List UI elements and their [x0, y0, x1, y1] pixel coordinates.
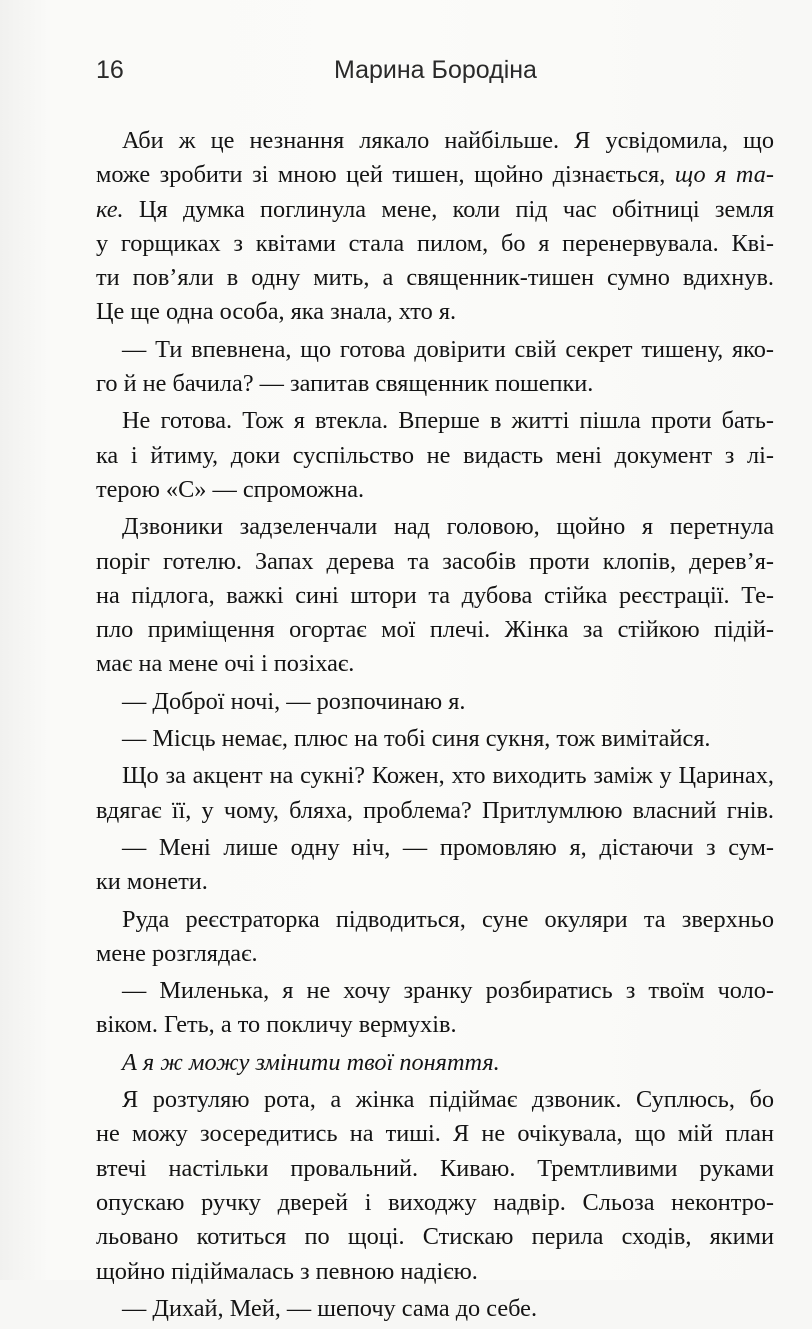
text-line: Дзвоники задзеленчали над головою, щойно я перетнула [122, 513, 774, 541]
text-line: ка і йтиму, доки суспільство не видасть мені документ з лі- [96, 441, 774, 469]
body-text [96, 124, 774, 1329]
text-line: льовано котиться по щоці. Стискаю перила сходів, якими [96, 1223, 774, 1251]
text-line: у горщиках з квітами стала пилом, бо я перенервувала. Кві- [96, 229, 774, 257]
text-line [96, 1046, 774, 1080]
text-line: пло приміщення огортає мої плечі. Жінка за стійкою підій- [96, 616, 774, 644]
text-line: Не готова. Тож я втекла. Вперше в житті пішла проти бать- [122, 407, 774, 435]
paragraph-10 [96, 974, 774, 1043]
paragraph-5 [96, 685, 774, 719]
italic-phrase: А я ж можу змінити твої поняття. [122, 1048, 500, 1076]
text-line: ке. Ця думка поглинула мене, коли під час обітниці земля [96, 195, 774, 223]
text-line: — Ти впевнена, що готова довірити свій секрет тишену, яко- [122, 335, 774, 363]
page-number: 16 [96, 56, 124, 84]
text-line: терою «С» — спроможна. [96, 475, 365, 503]
text-line: поріг готелю. Запах дерева та засобів проти клопів, дерев’я- [96, 547, 774, 575]
text-line: втечі настільки провальний. Киваю. Тремтливими руками [96, 1154, 774, 1182]
running-title-author: Марина Бородіна [334, 56, 537, 84]
italic-phrase: ке. [96, 195, 124, 223]
text-line: — Доброї ночі, — розпочинаю я. [122, 687, 466, 715]
text-line: ти пов’яли в одну мить, а священник-тишен сумно вдихнув. [96, 264, 774, 292]
paragraph-12 [96, 1083, 774, 1289]
paragraph-8 [96, 831, 774, 900]
paragraph-7 [96, 759, 774, 828]
text-line: має на мене очі і позіхає. [96, 650, 355, 678]
text-line: опускаю ручку дверей і виходжу надвір. Сльоза неконтро- [96, 1188, 774, 1216]
text-line: — Миленька, я не хочу зранку розбиратись з твоїм чоло- [122, 977, 774, 1005]
paragraph-4 [96, 510, 774, 681]
paragraph-13 [96, 1292, 774, 1326]
text-line: не можу зосередитись на тиші. Я не очікувала, що мій план [96, 1120, 774, 1148]
page-header [96, 56, 762, 96]
text-line: на підлога, важкі сині штори та дубова стійка реєстрації. Те- [96, 581, 774, 609]
text-line: щойно підіймалась з певною надією. [96, 1257, 478, 1285]
paragraph-6 [96, 722, 774, 756]
paragraph-2 [96, 333, 774, 402]
text-line: може зробити зі мною цей тишен, щойно дізнається, що я та- [96, 161, 774, 189]
text-line: Це ще одна особа, яка знала, хто я. [96, 298, 457, 326]
text-line: Що за акцент на сукні? Кожен, хто виходить заміж у Царинах, [122, 762, 774, 790]
paragraph-9 [96, 903, 774, 972]
paragraph-11-italic-thought [96, 1046, 774, 1080]
paragraph-1 [96, 124, 774, 330]
text-line: ки монети. [96, 868, 208, 896]
text-line: Аби ж це незнання лякало найбільше. Я усвідомила, що [122, 127, 774, 154]
text-line: Руда реєстраторка підводиться, суне окуляри та зверхньо [122, 905, 774, 933]
text-line: мене розглядає. [96, 939, 258, 967]
text-line: вдягає її, у чому, бляха, проблема? Притлумлюю власний гнів. [96, 796, 774, 824]
text-line: Я розтуляю рота, а жінка підіймає дзвоник. Суплюсь, бо [122, 1086, 774, 1114]
text-line: віком. Геть, а то покличу вермухів. [96, 1011, 457, 1039]
text-line: — Мені лише одну ніч, — промовляю я, дістаючи з сум- [122, 833, 774, 861]
paragraph-3 [96, 404, 774, 507]
text-line: го й не бачила? — запитав священник пошепки. [96, 370, 594, 398]
text-line: — Дихай, Мей, — шепочу сама до себе. [122, 1294, 538, 1322]
text-line: — Місць немає, плюс на тобі синя сукня, тож вимітайся. [122, 725, 711, 753]
italic-phrase: що я та- [674, 161, 774, 189]
